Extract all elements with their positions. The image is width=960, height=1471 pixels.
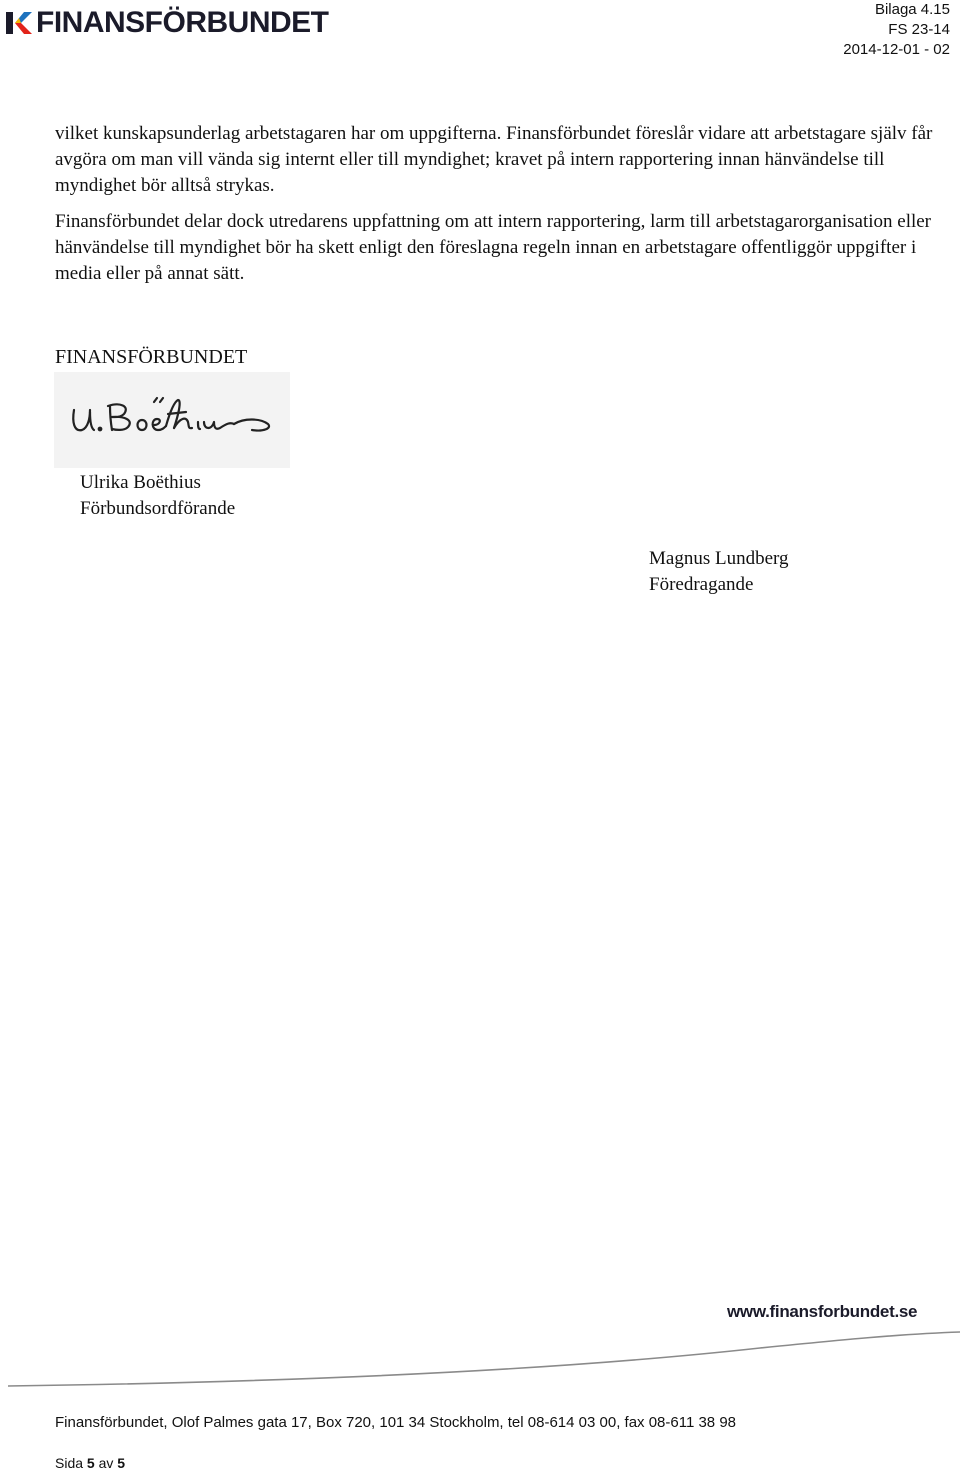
logo-mark-icon: [4, 8, 34, 38]
footer-address: Finansförbundet, Olof Palmes gata 17, Box 720, 101 34 Stockholm, tel 08-614 03 00, fax 08-611 38 98: [55, 1414, 736, 1431]
signature-organization: FINANSFÖRBUNDET: [55, 346, 248, 368]
page-separator: av: [98, 1455, 114, 1471]
footer-curve-divider: [0, 1330, 960, 1390]
document-date: 2014-12-01 - 02: [843, 41, 950, 58]
attachment-number: Bilaga 4.15: [874, 1, 950, 18]
page-total: 5: [117, 1455, 126, 1471]
footer-website: www.finansforbundet.se: [727, 1302, 918, 1321]
logo-text: FINANSFÖRBUNDET: [36, 6, 329, 39]
document-meta: [843, 0, 950, 60]
page-prefix: Sida: [55, 1455, 84, 1471]
presenter-block: [649, 546, 789, 598]
finansforbundet-logo: [4, 8, 329, 38]
signer-title: Förbundsordförande: [80, 498, 236, 519]
presenter-name: Magnus Lundberg: [649, 548, 789, 569]
signer-name: Ulrika Boëthius: [80, 472, 201, 493]
body-paragraph-1: vilket kunskapsunderlag arbetstagaren har om uppgifterna. Finansförbundet föreslår vidare att arbetstagare själv får avgöra om man vill vända sig internt eller till myndighet; kravet på intern rapportering innan hänvändelse till myndighet bör alltså strykas.: [55, 123, 933, 196]
signer-block: [80, 470, 235, 522]
presenter-title: Föredragande: [649, 574, 754, 595]
handwritten-signature-icon: [54, 372, 290, 468]
page-number: [55, 1455, 125, 1471]
document-code: FS 23-14: [888, 21, 950, 38]
page-current: 5: [86, 1455, 95, 1471]
body-paragraph-2: Finansförbundet delar dock utredarens uppfattning om att intern rapportering, larm till arbetstagarorganisation eller hänvändelse till myndighet bör ha skett enligt den föreslagna regeln innan en arbetstagare offentliggör uppgifter i media eller på annat sätt.: [55, 211, 932, 284]
signature-image: [54, 372, 290, 468]
